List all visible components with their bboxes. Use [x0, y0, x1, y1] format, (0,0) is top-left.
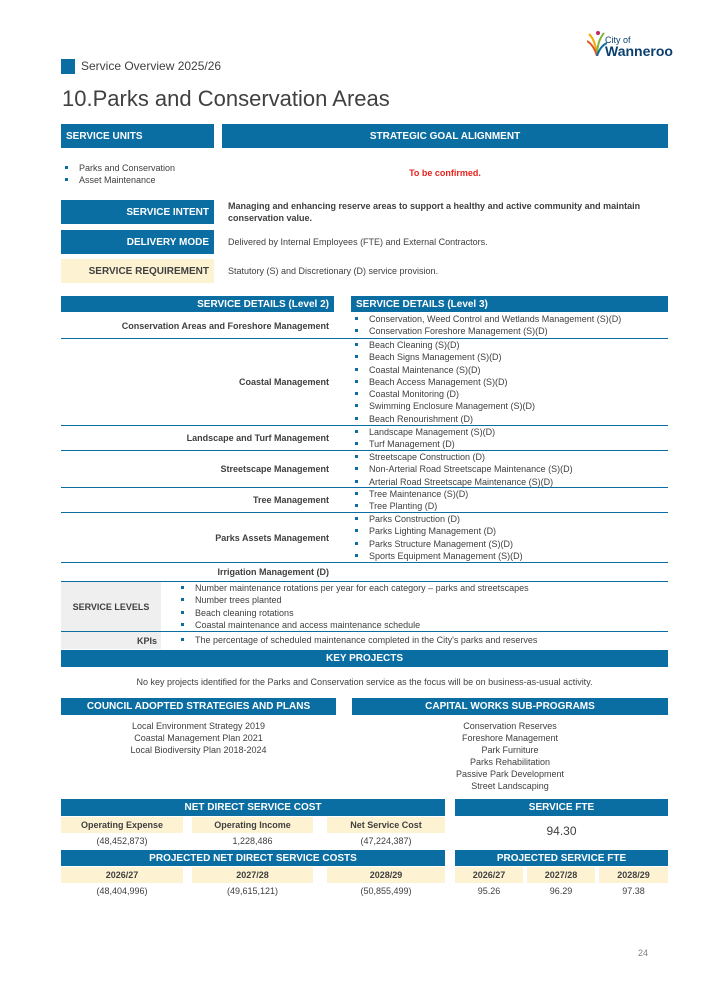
kpis-label: KPIs — [136, 635, 157, 646]
list-item: Parks Construction (D) — [351, 513, 668, 525]
list-item: Swimming Enclosure Management (S)(D) — [351, 400, 668, 412]
projected-costs-col-header: 2028/29 — [327, 867, 445, 883]
service-fte-header-text: SERVICE FTE — [528, 802, 595, 813]
service-units-header-text: SERVICE UNITS — [66, 130, 143, 142]
overview-label: Service Overview 2025/26 — [81, 59, 222, 73]
strategies-list — [61, 720, 336, 756]
projected-fte-value: 97.38 — [622, 886, 645, 896]
projected-costs-value: (48,404,996) — [96, 886, 148, 896]
list-item: Street Landscaping — [471, 781, 549, 791]
list-item: Beach Cleaning (S)(D) — [351, 339, 668, 351]
strategic-goal-header — [222, 124, 668, 148]
key-projects-header-text: KEY PROJECTS — [325, 653, 404, 664]
list-item: Passive Park Development — [455, 769, 565, 779]
projected-costs-col-header: 2027/28 — [192, 867, 313, 883]
capital-works-header-text: CAPITAL WORKS SUB-PROGRAMS — [425, 701, 595, 712]
service-units-header — [61, 124, 214, 148]
list-item: Streetscape Construction (D) — [351, 451, 668, 463]
service-fte-value: 94.30 — [546, 824, 577, 838]
service-levels-label-cell — [61, 582, 161, 631]
net-cost-value: 1,228,486 — [232, 836, 273, 846]
net-cost-value: (47,224,387) — [360, 836, 412, 846]
list-item: Coastal maintenance and access maintenance schedule — [177, 619, 667, 631]
delivery-mode-label-text: DELIVERY MODE — [126, 236, 209, 248]
net-cost-header-text: NET DIRECT SERVICE COST — [184, 802, 322, 813]
level3-list — [351, 451, 668, 488]
service-intent-value: Managing and enhancing reserve areas to support a healthy and active community and maintain conservation value. — [228, 201, 641, 223]
page-number: 24 — [637, 948, 648, 958]
projected-fte-header — [455, 850, 668, 866]
capital-works-header — [352, 698, 668, 715]
list-item: Coastal Management Plan 2021 — [134, 733, 263, 743]
projected-costs-value: (49,615,121) — [226, 886, 279, 896]
net-cost-header — [61, 799, 445, 816]
key-projects-header — [61, 650, 668, 667]
delivery-mode-value: Delivered by Internal Employees (FTE) and External Contractors. — [228, 237, 488, 247]
details-level2-header-text: SERVICE DETAILS (Level 2) — [197, 298, 329, 310]
list-item: Parks Rehabilitation — [469, 757, 551, 767]
list-item: Beach cleaning rotations — [177, 607, 667, 619]
list-item: Tree Maintenance (S)(D) — [351, 488, 668, 500]
list-item: Beach Renourishment (D) — [351, 413, 668, 425]
net-cost-col-header: Operating Income — [192, 817, 313, 833]
projected-costs-header-text: PROJECTED NET DIRECT SERVICE COSTS — [149, 852, 357, 864]
list-item: Foreshore Management — [461, 733, 559, 743]
level2-cell: Parks Assets Management — [215, 532, 329, 543]
list-item: Tree Planting (D) — [351, 500, 668, 512]
level2-cell: Landscape and Turf Management — [186, 433, 329, 443]
logo — [587, 28, 677, 62]
page-title: 10.Parks and Conservation Areas — [62, 86, 390, 111]
list-item: Beach Signs Management (S)(D) — [351, 351, 668, 363]
list-item: Landscape Management (S)(D) — [351, 426, 668, 438]
list-item: Park Furniture — [481, 745, 539, 755]
strategies-header-text: COUNCIL ADOPTED STRATEGIES AND PLANS — [86, 701, 311, 712]
list-item: The percentage of scheduled maintenance completed in the City's parks and reserves — [177, 634, 667, 646]
list-item: Turf Management (D) — [351, 438, 668, 450]
section-marker — [61, 59, 75, 74]
details-level3-header — [351, 296, 668, 312]
list-item: Parks Structure Management (S)(D) — [351, 538, 668, 550]
capital-works-list — [352, 720, 668, 792]
service-levels-list — [177, 582, 667, 631]
list-item: Parks Lighting Management (D) — [351, 525, 668, 537]
strategic-goal-value: To be confirmed. — [409, 168, 481, 178]
list-item: Local Environment Strategy 2019 — [131, 721, 266, 731]
list-item: Beach Access Management (S)(D) — [351, 376, 668, 388]
kpis-label-cell — [61, 632, 161, 649]
service-requirement-label — [61, 259, 214, 283]
logo-small-text: City of — [605, 35, 631, 45]
level3-list — [351, 513, 668, 562]
service-requirement-value: Statutory (S) and Discretionary (D) service provision. — [228, 266, 439, 276]
list-item: Coastal Monitoring (D) — [351, 388, 668, 400]
net-cost-value: (48,452,873) — [96, 836, 148, 846]
logo-swirl-icon — [587, 30, 607, 56]
level2-cell: Irrigation Management (D) — [217, 567, 329, 577]
projected-fte-value: 95.26 — [477, 886, 501, 896]
strategic-goal-header-text: STRATEGIC GOAL ALIGNMENT — [369, 130, 521, 142]
logo-big-text: Wanneroo — [605, 43, 673, 59]
projected-costs-header — [61, 850, 445, 866]
projected-fte-value: 96.29 — [549, 886, 573, 896]
projected-fte-col-header: 2026/27 — [455, 867, 523, 883]
net-cost-col-header: Operating Expense — [61, 817, 183, 833]
level3-list — [351, 339, 668, 425]
level2-cell: Coastal Management — [238, 377, 329, 387]
projected-costs-value: (50,855,499) — [360, 886, 412, 896]
service-fte-header — [455, 799, 668, 816]
level2-cell: Streetscape Management — [220, 464, 329, 474]
list-item: Coastal Maintenance (S)(D) — [351, 364, 668, 376]
level2-cell: Conservation Areas and Foreshore Management — [121, 320, 329, 331]
list-item: Sports Equipment Management (S)(D) — [351, 550, 668, 562]
list-item: Non-Arterial Road Streetscape Maintenance (S)(D) — [351, 463, 668, 475]
list-item: Arterial Road Streetscape Maintenance (S)(D) — [351, 476, 668, 488]
strategies-header — [61, 698, 336, 715]
key-projects-text: No key projects identified for the Parks and Conservation service as the focus will be on business-as-usual activity. — [136, 677, 593, 687]
service-requirement-label-text: SERVICE REQUIREMENT — [88, 265, 209, 277]
projected-fte-col-header: 2027/28 — [527, 867, 595, 883]
level3-list — [351, 313, 668, 338]
details-level2-header — [61, 296, 334, 312]
level3-list — [351, 426, 668, 451]
projected-costs-col-header: 2026/27 — [61, 867, 183, 883]
projected-fte-header-text: PROJECTED SERVICE FTE — [496, 852, 627, 864]
list-item: Number trees planted — [177, 594, 667, 606]
list-item: Number maintenance rotations per year for each category – parks and streetscapes — [177, 582, 667, 594]
list-item: Conservation, Weed Control and Wetlands Management (S)(D) — [351, 313, 668, 325]
service-units-list — [61, 162, 211, 187]
delivery-mode-label — [61, 230, 214, 254]
list-item: Asset Maintenance — [61, 174, 211, 186]
list-item: Conservation Reserves — [463, 721, 557, 731]
level2-cell: Tree Management — [252, 495, 329, 505]
projected-fte-col-header: 2028/29 — [599, 867, 668, 883]
net-cost-col-header: Net Service Cost — [327, 817, 445, 833]
level3-list — [351, 488, 668, 513]
list-item: Parks and Conservation — [61, 162, 211, 174]
details-level3-header-text: SERVICE DETAILS (Level 3) — [356, 298, 488, 310]
list-item: Conservation Foreshore Management (S)(D) — [351, 325, 668, 337]
kpis-list — [177, 634, 667, 646]
service-levels-label: SERVICE LEVELS — [72, 601, 150, 612]
list-item: Local Biodiversity Plan 2018-2024 — [130, 745, 267, 755]
service-intent-label — [61, 200, 214, 224]
service-intent-label-text: SERVICE INTENT — [126, 206, 209, 218]
